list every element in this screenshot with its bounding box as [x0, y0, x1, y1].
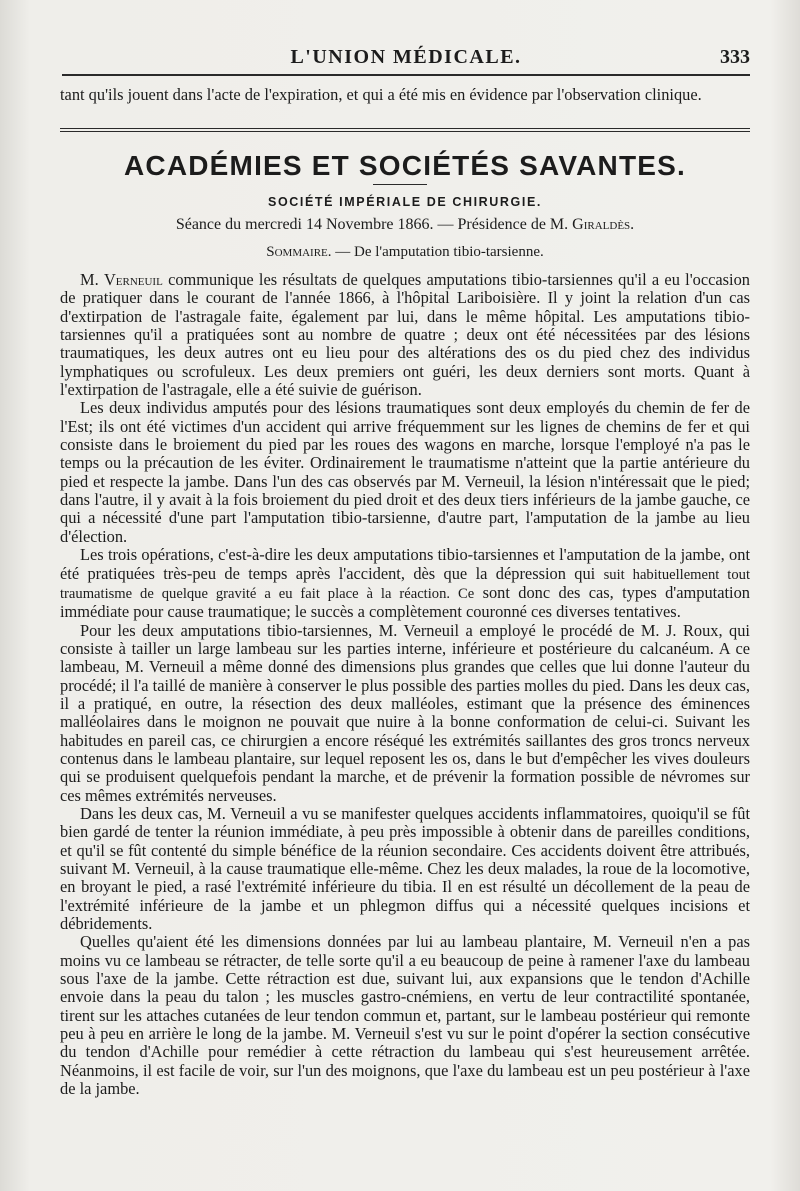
speaker-name: Verneuil: [103, 270, 163, 289]
paragraph-3-part-c: sont donc des cas, types d'amputation immédiate pour cause traumatique; le succès a complètement couronné ces diverses tentatives.: [60, 582, 750, 622]
article-body: [60, 271, 750, 1098]
summary-line: [60, 243, 750, 261]
paragraph-1-text: communique les résultats de quelques amputations tibio-tarsiennes qu'il a eu l'occasion de pratiquer dans le courant de l'année 1866, à l'hôpital Lariboisière. Il y joint la relation d'un cas d'extirpation de l'astragale faite, également par lui, dans le même hôpital. Les amputations tibio-tarsiennes qu'il a pratiquées sont au nombre de quatre ; deux ont été nécessitées par des lésions traumatiques, les deux autres ont eu lieu pour des altérations des os du pied chez des individus lymphatiques ou scrofuleux. Les deux premiers ont guéri, les deux derniers sont morts. Quant à l'extirpation de l'astragale, elle a été suivie de guérison.: [60, 270, 750, 400]
title-underline: [373, 184, 427, 185]
section-divider: [60, 128, 750, 132]
paragraph-3-part-a: Les trois opérations, c'est-à-dire les deux amputations tibio-tarsiennes et l'amputation de la jambe, ont été pratiquées très-peu de temps après l'accident, dès que la dépression qui: [60, 545, 750, 583]
journal-title: L'UNION MÉDICALE.: [290, 46, 522, 68]
intro-text: tant qu'ils jouent dans l'acte de l'expiration, et qui a été mis en évidence par l'observation clinique.: [60, 85, 702, 104]
session-line: Séance du mercredi 14 Novembre 1866. — Présidence de M. Giraldès.: [175, 216, 635, 233]
summary-text: — De l'amputation tibio-tarsienne.: [331, 244, 544, 260]
paragraph-2: Les deux individus amputés pour des lésions traumatiques sont deux employés du chemin de fer de l'Est; ils ont été victimes d'un accident qui arrive fréquemment sur les lignes de chemins de fer et qui consiste dans le broiement du pied par les roues des wagons en marche, lorsque l'employé n'a pas le temps ou la précaution de les éviter. Ordinairement le traumatisme n'atteint que la partie antérieure du pied et respecte la jambe. Dans l'un des cas observés par M. Verneuil, la lésion n'intéressait que le pied; dans l'autre, il y avait à la fois broiement du pied droit et des deux tiers inférieurs de la jambe gauche, ce qui a nécessité d'une part l'amputation tibio-tarsienne, d'autre part, l'amputation de la jambe au lieu d'élection.: [60, 398, 750, 546]
speaker-initial: M.: [80, 270, 104, 289]
paragraph-3: [60, 546, 750, 621]
section-title: ACADÉMIES ET SOCIÉTÉS SAVANTES.: [123, 150, 686, 181]
paragraph-4: Pour les deux amputations tibio-tarsiennes, M. Verneuil a employé le procédé de M. J. Roux, qui consiste à tailler un large lambeau sur les parties interne, inférieure et postérieure du calcanéum. A ce lambeau, M. Verneuil a même donné des dimensions plus grandes que celles que lui donne l'auteur du procédé; il l'a taillé de manière à conserver le plus possible des parties molles du pied. Dans les deux cas, il a pratiqué, en outre, la résection des deux malléoles, estimant que la présence des éminences malléolaires dans le moignon ne pouvait que nuire à la bonne conformation de celui-ci. Suivant les habitudes en pareil cas, ce chirurgien a encore réséqué les extrémités saillantes des gros troncs nerveux contenus dans le lambeau plantaire, sur lequel reposent les os, dans le but d'empêcher les vives douleurs qui se produisent quelquefois pendant la marche, et de prévenir la formation possible de névromes sur ces mêmes extrémités nerveuses.: [60, 620, 750, 805]
summary-label: Sommaire.: [266, 244, 332, 260]
paragraph-1: [60, 271, 750, 399]
paragraph-6: Quelles qu'aient été les dimensions données par lui au lambeau plantaire, M. Verneuil n'en a pas moins vu ce lambeau se rétracter, de telle sorte qu'il a eu beaucoup de peine à ramener l'axe du lambeau sous l'axe de la jambe. Cette rétraction est due, suivant lui, aux expansions que le tendon d'Achille envoie dans la peau du talon ; les muscles gastro-cnémiens, en vertu de leur contractilité spontanée, tirent sur les attaches cutanées de leur tendon commun et, partant, sur le lambeau postérieur qui remonte peu à peu en arrière le long de la jambe. M. Verneuil s'est vu sur le point d'opérer la section consécutive du tendon d'Achille pour remédier à cette rétraction du lambeau qui s'est heureusement arrêtée. Néanmoins, il est facile de voir, sur l'un des moignons, que l'axe du lambeau est un peu postérieur à l'axe de la jambe.: [60, 932, 750, 1099]
running-header: [62, 42, 750, 76]
session-date: Séance du mercredi 14 Novembre 1866. — Présidence de M.: [175, 216, 569, 233]
society-heading: SOCIÉTÉ IMPÉRIALE DE CHIRURGIE.: [268, 195, 542, 209]
paragraph-3-part-b: suit habituellement tout traumatisme de quelque gravité a eu fait place à la réaction. Ce: [60, 566, 750, 602]
page-number: 333: [720, 46, 750, 68]
paragraph-5: Dans les deux cas, M. Verneuil a vu se manifester quelques accidents inflammatoires, quoiqu'il se fût bien gardé de tenter la réunion immédiate, à peu près impossible à obtenir dans de pareilles conditions, et qu'il se fût contenté du simple bénéfice de la réunion secondaire. Ces accidents doivent être attribués, suivant M. Verneuil, à la cause traumatique elle-même. Chez les deux malades, la roue de la locomotive, en broyant le pied, a rasé l'extrémité inférieure du tibia. Il en est résulté un décollement de la peau de l'extrémité inférieure de la jambe et un phlegmon diffus qui a nécessité quelques incisions et débridements.: [60, 803, 750, 934]
president-name: Giraldès: [572, 216, 631, 233]
